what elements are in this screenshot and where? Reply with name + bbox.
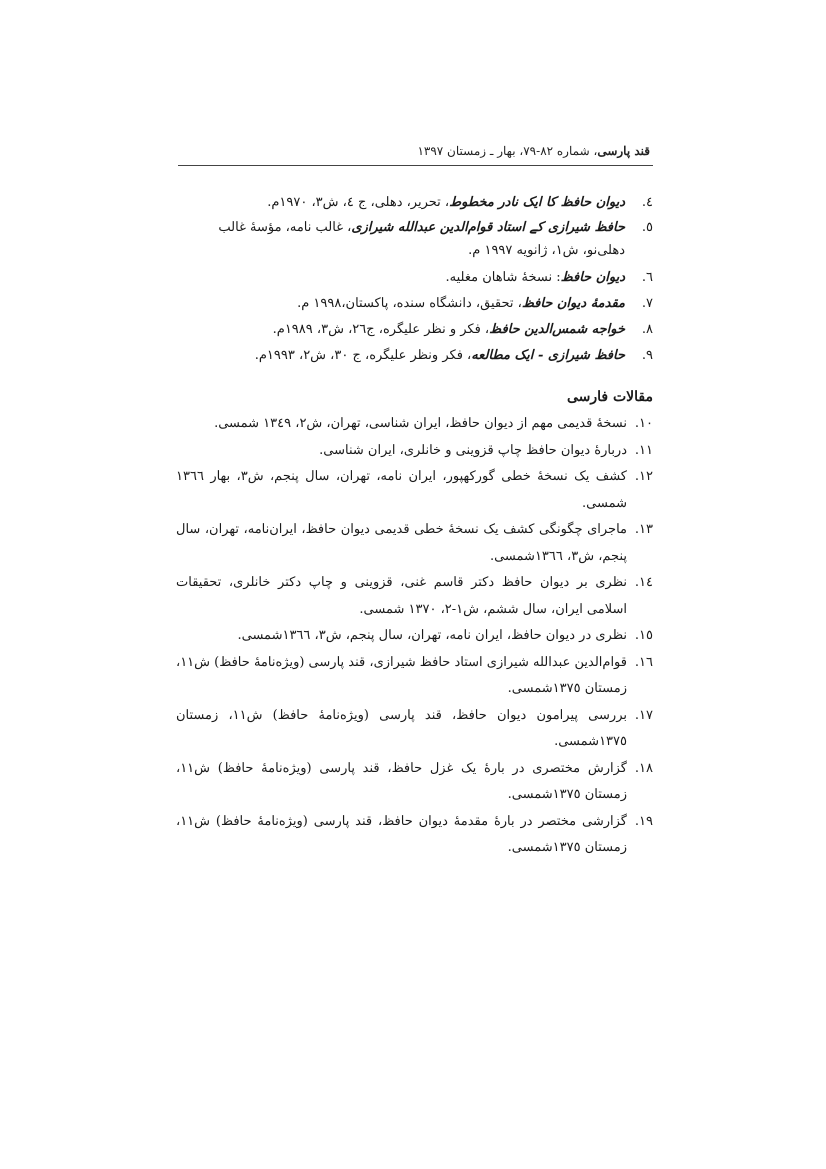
item-text [176,216,625,262]
item-details: ، فکر ونظر علیگره، ج ۳۰، ش۲، ۱۹۹۳م. [254,348,472,363]
urdu-reference-list [176,190,653,369]
item-text: ماجرای چگونگی کشف یک نسخهٔ خطی قدیمی دیوان حافظ، ایران‌نامه، تهران، سال پنجم، ش۳، ١٣٦٦شمسی. [176,522,627,564]
item-text: گزارشی مختصر در بارهٔ مقدمهٔ دیوان حافظ، قند پارسی (ویژه‌نامهٔ حافظ) ش١١، زمستان ١٣٧٥شمسی. [176,813,627,855]
item-number: ١٤. [634,575,653,590]
item-text: نسخهٔ قدیمی مهم از دیوان حافظ، ایران شناسی، تهران، ش۲، ١٣٤٩ شمسی. [214,416,627,431]
list-item [176,809,653,862]
bibliography [176,190,653,862]
item-number: ١٣. [634,522,653,537]
item-text: نظری در دیوان حافظ، ایران نامه، تهران، سال پنجم، ش۳، ١٣٦٦شمسی. [237,628,627,643]
item-number: ٦. [641,270,653,285]
item-title: حافظ شیرازی - ایک مطالعه [471,348,625,363]
list-item [176,703,653,756]
list-item [176,464,653,517]
item-title: حافظ شیرازی کے استاد قوام‌الدین عبدالله شیرازی [351,220,625,235]
item-number: ١٨. [634,760,653,776]
persian-articles-list [176,411,653,862]
item-number: ١٩. [634,813,653,829]
item-number: ١٥. [634,628,653,643]
list-item [176,623,653,650]
list-item [176,265,653,291]
item-number: ١٧. [634,707,653,723]
list-item [176,216,653,262]
item-text: کشف یک نسخهٔ خطی گورکهپور، ایران نامه، تهران، سال پنجم، ش۳، بهار ١٣٦٦ شمسی. [176,469,627,511]
item-details: ، تحقیق، دانشگاه سنده، پاکستان،۱۹۹۸ م. [297,296,522,311]
item-text [176,190,625,216]
item-number: ٨. [641,322,653,337]
item-title: خواجه شمس‌الدین حافظ [489,322,625,337]
item-number: ٧. [641,296,653,311]
list-item [176,411,653,438]
list-item [176,517,653,570]
item-number: ١٦. [634,654,653,670]
journal-name: قند پارسی [597,144,650,158]
item-title: دیوان حافظ [560,270,625,285]
item-number: ٥. [641,220,653,235]
list-item [176,756,653,809]
list-item [176,438,653,465]
item-number: ٤. [641,195,653,210]
item-title: مقدمهٔ دیوان حافظ [521,296,625,311]
list-item [176,343,653,369]
list-item [176,570,653,623]
item-text [176,343,625,369]
item-details: ، فکر و نظر علیگره، ج۲٦، ش۳، ۱۹۸۹م. [272,322,490,337]
item-text: بررسی پیرامون دیوان حافظ، قند پارسی (ویژه‌نامهٔ حافظ) ش١١، زمستان ١٣٧٥شمسی. [176,707,627,749]
item-text [176,317,625,343]
item-number: ١٠. [634,416,653,431]
item-text [176,265,625,291]
list-item [176,650,653,703]
list-item [176,317,653,343]
list-item [176,190,653,216]
section-heading: مقالات فارسی [566,389,653,405]
item-text: قوام‌الدین عبدالله شیرازی استاد حافظ شیرازی، قند پارسی (ویژه‌نامهٔ حافظ) ش١١، زمستان ١٣٧٥شمسی. [176,654,627,696]
issue-info: ، شماره ۸۲-۷۹، بهار ـ زمستان ۱۳۹۷ [417,144,598,158]
item-details: ، غالب نامه، مؤسهٔ غالب دهلی‌نو، ش۱، ژانویه ۱۹۹۷ م. [218,220,625,258]
header-rule [178,165,653,166]
item-number: ٩. [641,348,653,363]
list-item [176,291,653,317]
item-number: ١٢. [634,469,653,484]
item-title: دیوان حافظ کا ایک نادر مخطوط [449,195,625,210]
item-text: نظری بر دیوان حافظ دکتر قاسم غنی، قزوینی و چاپ دکتر خانلری، تحقیقات اسلامی ایران، سال ششم، ش۱-۲، ١٣٧٠ شمسی. [176,575,627,617]
item-details: : نسخهٔ شاهان مغلیه. [445,270,561,285]
running-header [178,141,650,161]
item-details: ، تحریر، دهلی، ج ٤، ش۳، ۱۹۷۰م. [267,195,450,210]
item-text: دربارهٔ دیوان حافظ چاپ قزوینی و خانلری، ایران شناسی. [319,442,627,458]
item-text [176,291,625,317]
item-number: ١١. [634,442,653,458]
item-text: گزارش مختصری در بارهٔ یک غزل حافظ، قند پارسی (ویژه‌نامهٔ حافظ) ش١١، زمستان ١٣٧٥شمسی. [176,760,627,802]
